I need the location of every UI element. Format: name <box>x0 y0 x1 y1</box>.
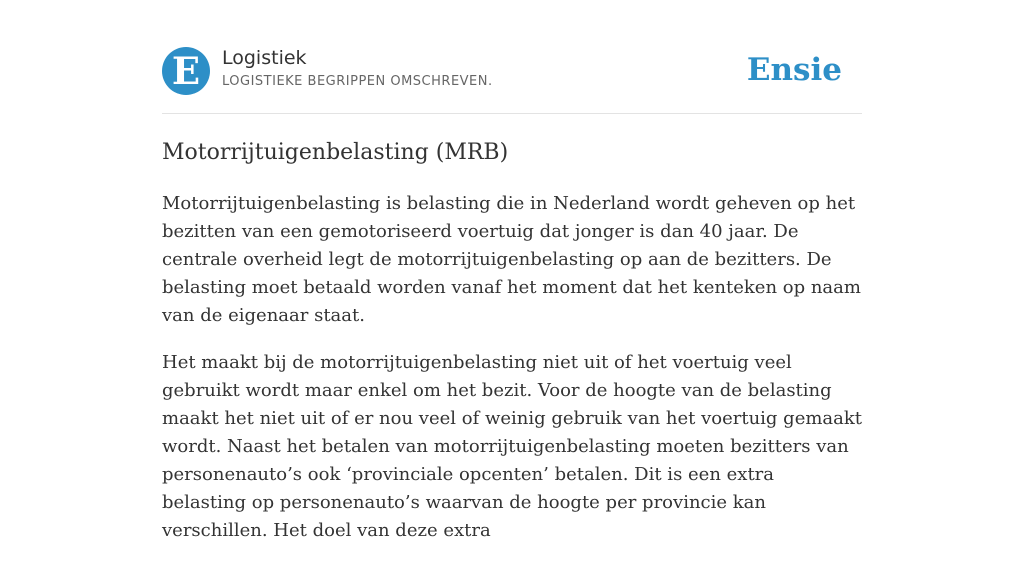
site-header <box>162 46 862 96</box>
brand-logo[interactable]: Ensie <box>746 52 842 88</box>
site-subtitle: LOGISTIEKE BEGRIPPEN OMSCHREVEN. <box>222 74 493 89</box>
site-title[interactable]: Logistiek <box>222 47 307 69</box>
article-title: Motorrijtuigenbelasting (MRB) <box>162 140 509 165</box>
article-paragraph: Het maakt bij de motorrijtuigenbelasting niet uit of het voertuig veel gebruikt wordt maar enkel om het bezit. Voor de hoogte van de belasting maakt het niet uit of er nou veel of weinig gebruik van het voertuig gemaakt wordt. Naast het betalen van motorrijtuigenbelasting moeten bezitters van personenauto’s ook ‘provinciale opcenten’ betalen. Dit is een extra belasting op personenauto’s waarvan de hoogte per provincie kan verschillen. Het doel van deze extra <box>162 352 863 541</box>
ensie-logo-icon[interactable]: E <box>162 47 210 95</box>
article-body <box>162 190 862 564</box>
header-divider <box>162 113 862 114</box>
article-paragraph: Motorrijtuigenbelasting is belasting die in Nederland wordt geheven op het bezitten van een gemotoriseerd voertuig dat jonger is dan 40 jaar. De centrale overheid legt de motorrijtuigenbelasting op aan de bezitters. De belasting moet betaald worden vanaf het moment dat het kenteken op naam van de eigenaar staat. <box>162 193 861 326</box>
